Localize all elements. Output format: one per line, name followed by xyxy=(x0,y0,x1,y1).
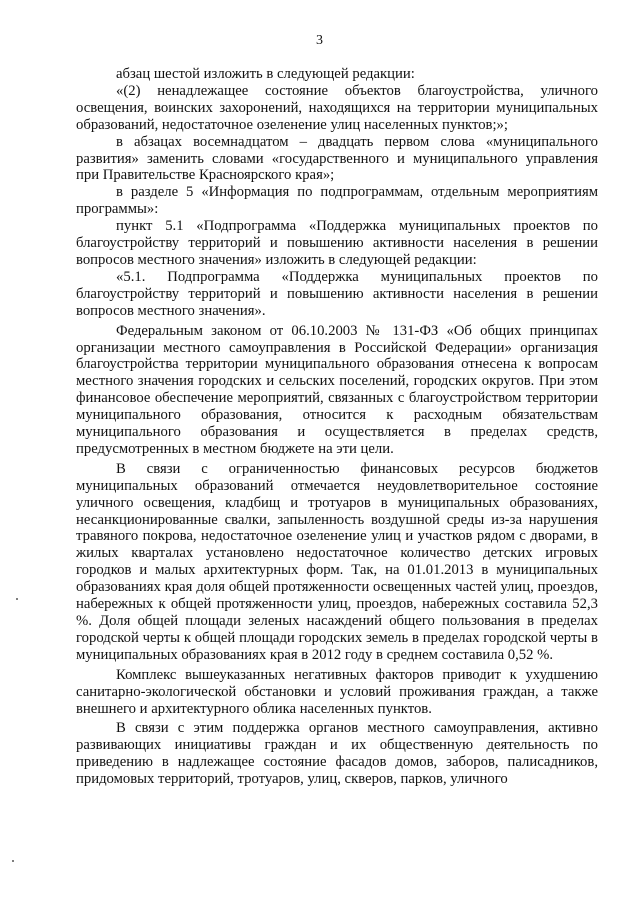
scan-speck xyxy=(16,598,18,600)
paragraph-2: «(2) ненадлежащее состояние объектов благоустройства, уличного освещения, воинских захоронений, находящихся на территории муниципальных образований, недостаточное озеленение улиц населенных пунктов;»; xyxy=(76,82,598,133)
scan-speck xyxy=(12,860,14,862)
document-body xyxy=(76,66,598,788)
paragraph-8: В связи с ограниченностью финансовых ресурсов бюджетов муниципальных образований отмечается неудовлетворительное состояние уличного освещения, кладбищ и тротуаров в муниципальных образованиях, несанкционированные свалки, запыленность воздушной среды из-за нарушения травяного покрова, недостаточное озеленение улиц и участков рядом с дворами, в жилых кварталах установлено недостаточное количество детских игровых городков и малых архитектурных форм. Так, на 01.01.2013 в муниципальных образованиях края доля общей протяженности освещенных частей улиц, проездов, набережных к общей протяженности улиц, проездов, набережных составила 52,3 %. Доля общей площади зеленых насаждений общего пользования в пределах городской черты к общей площади городских земель в пределах городской черты в муниципальных образованиях края в 2012 году в среднем составила 0,52 %. xyxy=(76,460,598,663)
paragraph-5: пункт 5.1 «Подпрограмма «Поддержка муниципальных проектов по благоустройству территорий и повышению активности населения в решении вопросов местного значения» изложить в следующей редакции: xyxy=(76,218,598,268)
paragraph-1: абзац шестой изложить в следующей редакции: xyxy=(116,66,415,82)
paragraph-10: В связи с этим поддержка органов местного самоуправления, активно развивающих инициативы граждан и их общественную деятельность по приведению в надлежащее состояние фасадов домов, заборов, палисадников, придомовых территорий, тротуаров, улиц, скверов, парков, уличного xyxy=(76,720,598,788)
paragraph-3: в абзацах восемнадцатом – двадцать первом слова «муниципального развития» заменить словами «государственного и муниципального управления при Правительстве Красноярского края»; xyxy=(76,133,598,184)
paragraph-7: Федеральным законом от 06.10.2003 № 131-ФЗ «Об общих принципах организации местного самоуправления в Российской Федерации» организация благоустройства территории муниципального образования отнесена к вопросам местного значения городских и сельских поселений, городских округов. При этом финансовое обеспечение мероприятий, связанных с благоустройством территории муниципального образования, относится к расходным обязательствам муниципального образования и осуществляется в пределах средств, предусмотренных в местном бюджете на эти цели. xyxy=(76,322,598,457)
paragraph-4: в разделе 5 «Информация по подпрограммам, отдельным мероприятиям программы»: xyxy=(76,184,598,218)
page-number: 3 xyxy=(316,33,323,48)
paragraph-9: Комплекс вышеуказанных негативных факторов приводит к ухудшению санитарно-экологической обстановки и условий проживания граждан, а также внешнего и архитектурного облика населенных пунктов. xyxy=(76,666,598,717)
paragraph-6: «5.1. Подпрограмма «Поддержка муниципальных проектов по благоустройству территорий и повышению активности населения в решении вопросов местного значения». xyxy=(76,268,598,319)
